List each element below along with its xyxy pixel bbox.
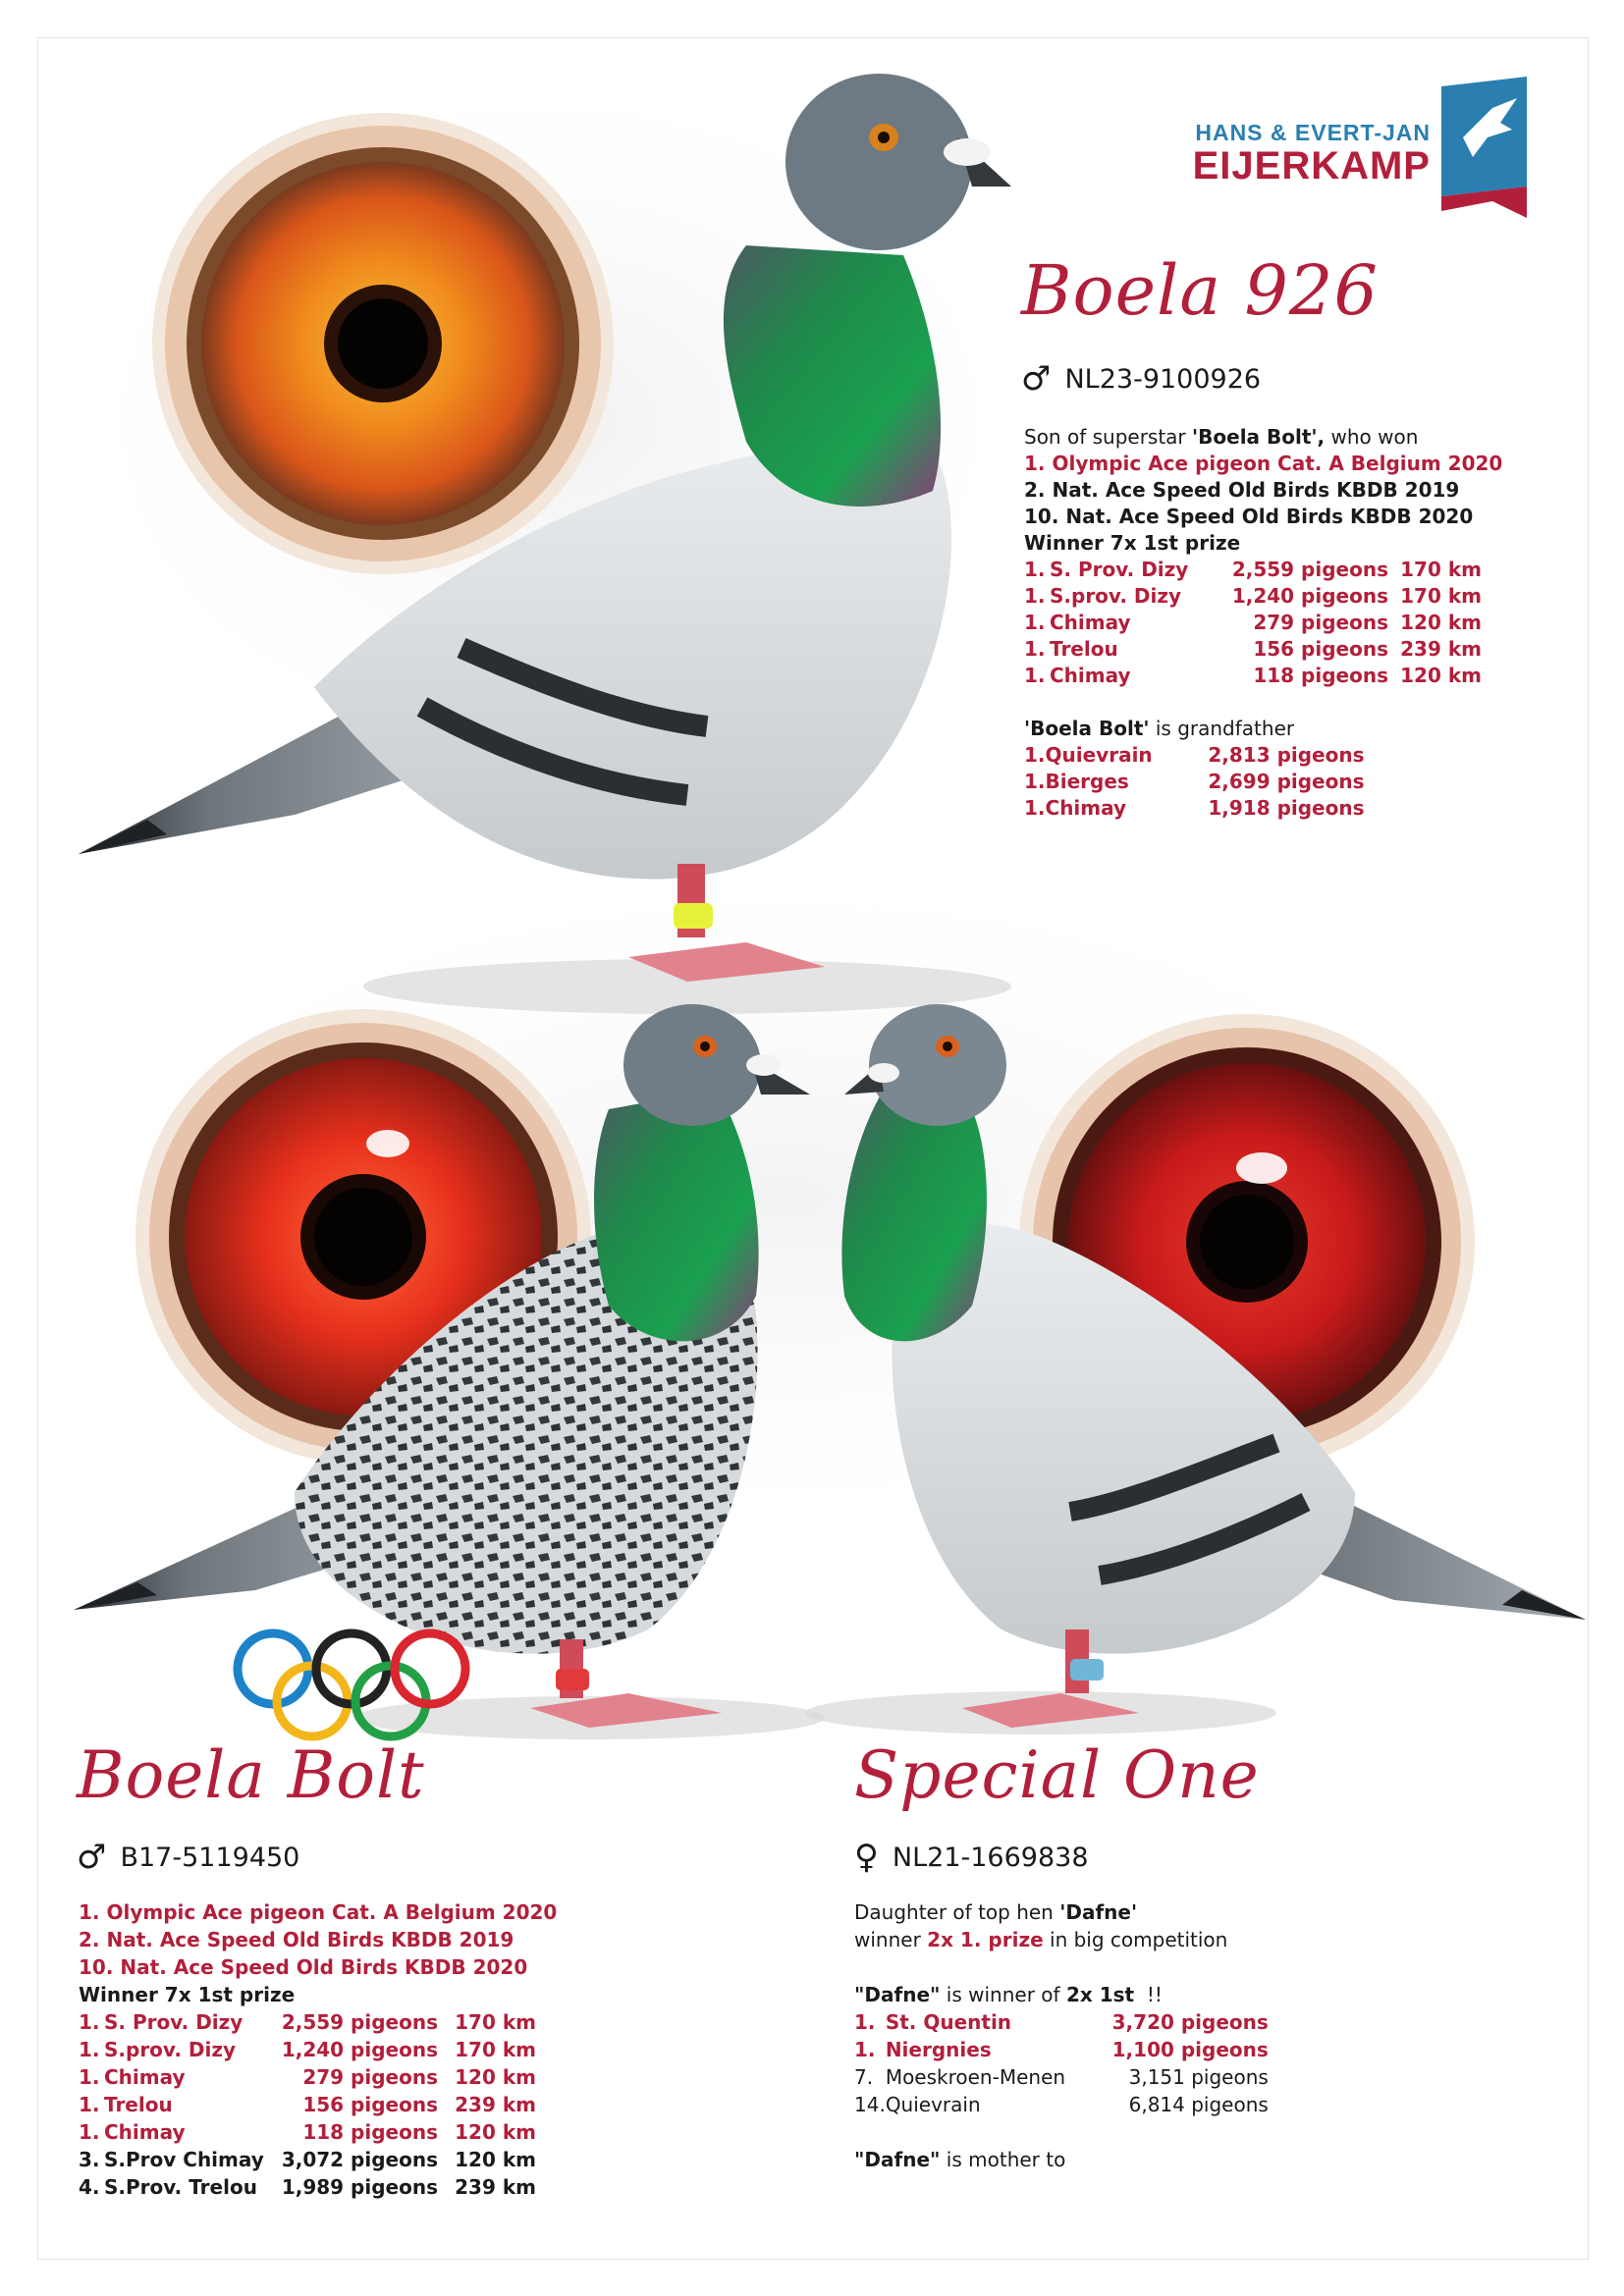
eijerkamp-logo-mark [1441,77,1527,218]
table-cell: Chimay [1050,664,1131,687]
table-cell: 1. [854,2038,876,2061]
table-row [1024,663,1482,689]
table-cell: 120 km [1400,664,1482,687]
table-cell: 1. [1024,558,1046,581]
ring-number-special-one [854,1838,1089,1877]
table-cell: Quievrain [1045,743,1153,767]
table-cell: 1. [1024,743,1046,767]
grandfather-line: 'Boela Bolt' is grandfather [1024,717,1295,740]
table-cell: 156 pigeons [302,2093,438,2116]
intro-line: Daughter of top hen 'Dafne' [854,1900,1138,1924]
table-cell: 7. [854,2065,874,2089]
table-cell: 2,559 pigeons [1231,558,1388,581]
table-cell: 156 pigeons [1253,637,1388,661]
female-symbol-icon: ♀ [854,1838,879,1877]
table-cell: 1,240 pigeons [1231,584,1388,608]
table-row [79,2063,536,2091]
table-cell: 3,072 pigeons [281,2148,438,2171]
table-row [1024,636,1482,663]
table-cell: 1. [1024,637,1046,661]
table-cell: Chimay [104,2120,186,2144]
table-cell: S.Prov. Trelou [104,2175,257,2199]
table-cell: 1. [1024,584,1046,608]
table-cell: St. Quentin [885,2010,1012,2034]
table-cell: 2,559 pigeons [281,2010,438,2034]
table-row [854,2008,1269,2036]
title-line: 10. Nat. Ace Speed Old Birds KBDB 2020 [79,1955,528,1979]
table-cell: 1,240 pigeons [281,2038,438,2061]
male-symbol-icon: ♂ [1021,359,1052,399]
table-cell: 2,699 pigeons [1208,770,1365,793]
table-cell: 118 pigeons [1253,664,1388,687]
table-cell: 1. [1024,611,1046,634]
table-cell: 3. [79,2148,100,2171]
pigeon-name-boela-bolt: Boela Bolt [77,1737,425,1813]
table-cell: 1. [1024,770,1046,793]
table-row [79,2146,536,2173]
table-cell: 14. [854,2093,886,2116]
table-row [79,2091,536,2118]
table-row [854,2091,1269,2118]
table-cell: 279 pigeons [302,2065,438,2089]
title-line: 2. Nat. Ace Speed Old Birds KBDB 2019 [79,1928,514,1951]
table-row [854,2036,1269,2063]
intro-line: winner 2x 1. prize in big competition [854,1928,1228,1951]
ring-number-boela-bolt [77,1838,299,1877]
table-cell: 1,100 pigeons [1111,2038,1269,2061]
logo-line1: HANS & EVERT-JAN [1195,120,1431,145]
dafne-line: "Dafne" is winner of 2x 1st !! [854,1983,1163,2006]
eye-photo-boela-926 [152,113,614,574]
table-cell: 6,814 pigeons [1128,2093,1269,2116]
table-cell: 1,989 pigeons [281,2175,438,2199]
table-cell: Niergnies [885,2038,992,2061]
table-row [854,2063,1269,2091]
table-cell: S.Prov Chimay [104,2148,264,2171]
table-cell: 120 km [455,2120,536,2144]
table-cell: S. Prov. Dizy [104,2010,244,2034]
table-cell: 1. [79,2065,100,2089]
dafne-results-table [854,2008,1269,2118]
title-line: 2. Nat. Ace Speed Old Birds KBDB 2019 [1024,478,1460,502]
pigeon-name-special-one: Special One [854,1737,1260,1813]
male-symbol-icon: ♂ [77,1838,107,1877]
ring-number: NL23-9100926 [1064,364,1262,395]
table-cell: 279 pigeons [1253,611,1388,634]
table-row [79,2118,536,2146]
table-cell: 170 km [1400,584,1482,608]
pedigree-text-boela-bolt [79,1898,668,2201]
table-cell: 2,813 pigeons [1208,743,1365,767]
table-cell: Quievrain [885,2093,981,2116]
table-cell: 120 km [1400,611,1482,634]
table-cell: 3,151 pigeons [1128,2065,1269,2089]
table-cell: Chimay [1045,796,1127,820]
table-row [1024,769,1365,795]
table-row [79,2173,536,2201]
table-row [79,2036,536,2063]
table-cell: 1. [1024,664,1046,687]
results-table [79,2008,536,2201]
table-cell: 120 km [455,2148,536,2171]
ring-number: NL21-1669838 [892,1842,1089,1873]
table-cell: 1. [79,2120,100,2144]
grandfather-results-table [1024,742,1365,822]
table-cell: Chimay [104,2065,186,2089]
table-cell: 239 km [455,2175,536,2199]
table-cell: 170 km [455,2038,536,2061]
table-cell: 1. [79,2010,100,2034]
table-cell: 239 km [455,2093,536,2116]
table-cell: 1,918 pigeons [1208,796,1365,820]
table-row [1024,557,1482,583]
logo-line2: EIJERKAMP [1192,144,1431,187]
title-line: 10. Nat. Ace Speed Old Birds KBDB 2020 [1024,505,1474,528]
table-cell: Moeskroen-Menen [885,2065,1066,2089]
table-cell: 239 km [1400,637,1482,661]
table-cell: 118 pigeons [302,2120,438,2144]
table-cell: 1. [1024,796,1046,820]
logo [1183,120,1431,186]
table-cell: Trelou [104,2093,173,2116]
pigeon-name-boela-926: Boela 926 [1021,250,1379,331]
intro-line: Son of superstar 'Boela Bolt', who won [1024,425,1419,449]
table-cell: 3,720 pigeons [1111,2010,1269,2034]
table-cell: S.prov. Dizy [1050,584,1182,608]
winner-line: Winner 7x 1st prize [1024,531,1241,555]
winner-line: Winner 7x 1st prize [79,1983,296,2006]
mother-line: "Dafne" is mother to [854,2148,1066,2171]
pedigree-text-special-one [854,1898,1443,2173]
pedigree-text-boela-926 [1024,424,1535,822]
table-cell: 170 km [1400,558,1482,581]
ring-number-boela-926 [1021,359,1261,399]
ring-number: B17-5119450 [120,1842,300,1873]
table-cell: 1. [79,2093,100,2116]
table-row [1024,795,1365,822]
table-row [79,2008,536,2036]
table-cell: 120 km [455,2065,536,2089]
table-cell: Bierges [1045,770,1129,793]
title-line: 1. Olympic Ace pigeon Cat. A Belgium 2020 [1024,452,1503,475]
table-row [1024,583,1482,610]
table-cell: 170 km [455,2010,536,2034]
table-cell: 1. [79,2038,100,2061]
table-cell: 4. [79,2175,100,2199]
table-cell: S.prov. Dizy [104,2038,237,2061]
results-table [1024,557,1482,689]
table-cell: Trelou [1050,637,1118,661]
table-cell: 1. [854,2010,876,2034]
table-cell: Chimay [1050,611,1131,634]
title-line: 1. Olympic Ace pigeon Cat. A Belgium 2020 [79,1900,558,1924]
table-cell: S. Prov. Dizy [1050,558,1189,581]
table-row [1024,610,1482,636]
table-row [1024,742,1365,769]
